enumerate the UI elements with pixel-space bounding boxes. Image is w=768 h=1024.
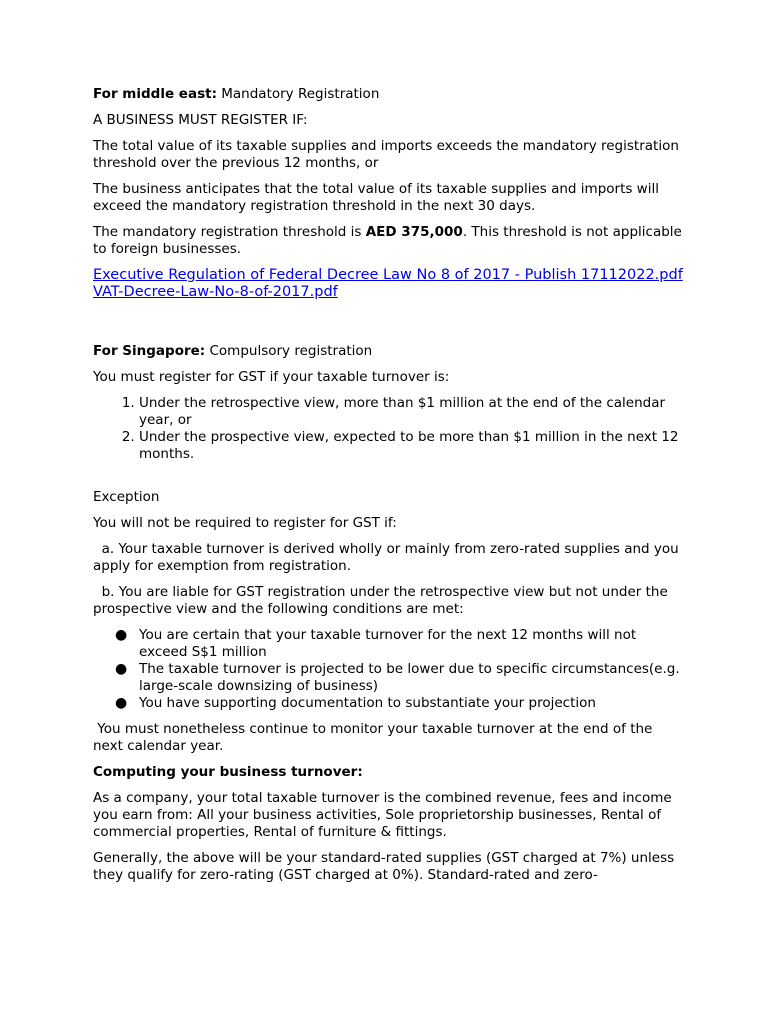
exception-a-text: a. Your taxable turnover is derived wholly or mainly from zero-rated supplies and you apply for exemption from registration.	[93, 541, 679, 574]
exception-b	[93, 584, 683, 618]
middle-east-heading-bold: For middle east:	[93, 86, 217, 102]
threshold-paragraph	[93, 224, 683, 258]
must-register-line: A BUSINESS MUST REGISTER IF:	[93, 112, 308, 128]
vat-decree-law-link[interactable]: VAT-Decree-Law-No-8-of-2017.pdf	[93, 284, 338, 300]
exception-title: Exception	[93, 489, 160, 505]
computing-paragraph-1: As a company, your total taxable turnover is the combined revenue, fees and income you earn from: All your business activities, Sole proprietorship businesses, Rental of commercial properties, Rental of furniture & fittings.	[93, 790, 672, 840]
exception-a	[93, 541, 683, 575]
executive-regulation-link[interactable]: Executive Regulation of Federal Decree Law No 8 of 2017 - Publish 17112022.pdf	[93, 267, 683, 283]
bullet-icon: ●	[115, 627, 128, 643]
gst-condition-item-2: 2. Under the prospective view, expected to be more than $1 million in the next 12 months.	[139, 429, 683, 463]
middle-east-heading	[93, 86, 683, 103]
exception-condition-item-2	[115, 661, 683, 695]
gst-condition-item-1: 1. Under the retrospective view, more than $1 million at the end of the calendar year, or	[139, 395, 683, 429]
bullet-icon: ●	[115, 661, 128, 677]
computing-paragraph-2: Generally, the above will be your standard-rated supplies (GST charged at 7%) unless they qualify for zero-rating (GST charged at 0%). Standard-rated and zero-	[93, 850, 675, 883]
singapore-heading-bold: For Singapore:	[93, 343, 206, 359]
exception-intro: You will not be required to register for GST if:	[93, 515, 397, 531]
exception-condition-text-2: The taxable turnover is projected to be lower due to specific circumstances(e.g. large-scale downsizing of business)	[139, 661, 680, 694]
bullet-icon: ●	[115, 695, 128, 711]
monitor-paragraph: You must nonetheless continue to monitor your taxable turnover at the end of the next calendar year.	[93, 721, 657, 754]
registration-condition-1: The total value of its taxable supplies and imports exceeds the mandatory registration threshold over the previous 12 months, or	[93, 138, 679, 171]
singapore-heading-rest: Compulsory registration	[205, 343, 373, 359]
registration-condition-2: The business anticipates that the total value of its taxable supplies and imports will exceed the mandatory registration threshold in the next 30 days.	[93, 181, 659, 214]
exception-conditions-list	[93, 627, 683, 712]
singapore-heading	[93, 343, 683, 360]
exception-b-text: b. You are liable for GST registration under the retrospective view but not under the prospective view and the following conditions are met:	[93, 584, 668, 617]
singapore-intro: You must register for GST if your taxable turnover is:	[93, 369, 450, 385]
exception-condition-text-3: You have supporting documentation to substantiate your projection	[139, 695, 596, 711]
threshold-post: . This threshold is not applicable to foreign businesses.	[93, 224, 682, 257]
links-paragraph	[93, 267, 683, 301]
middle-east-heading-rest: Mandatory Registration	[216, 86, 380, 102]
threshold-pre: The mandatory registration threshold is	[93, 224, 366, 240]
threshold-amount: AED 375,000	[365, 224, 463, 240]
computing-heading	[93, 764, 683, 781]
exception-condition-item-1	[115, 627, 683, 661]
computing-heading-bold: Computing your business turnover:	[93, 764, 363, 780]
exception-condition-item-3	[115, 695, 683, 712]
exception-condition-text-1: You are certain that your taxable turnover for the next 12 months will not exceed S$1 million	[139, 627, 637, 660]
gst-condition-list	[93, 395, 683, 463]
document-body	[93, 86, 683, 893]
